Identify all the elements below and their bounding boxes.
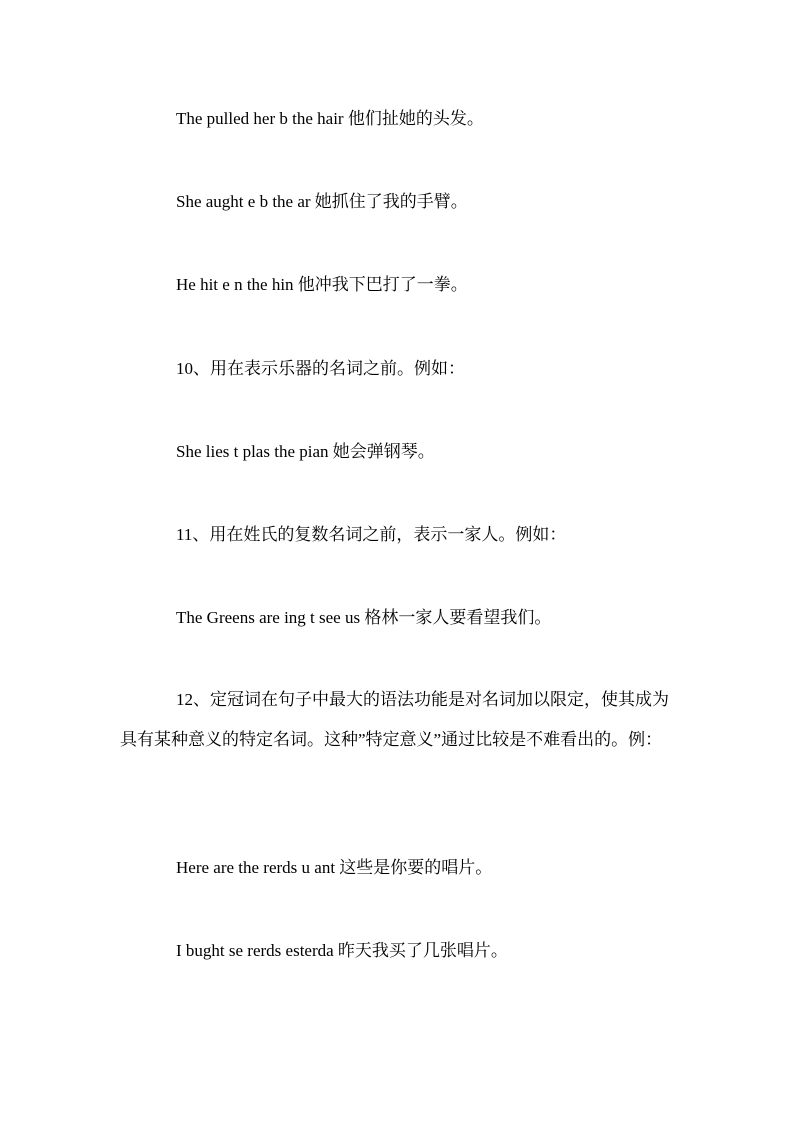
example-sentence-chin: He hit e n the hin 他冲我下巴打了一拳。 (176, 275, 468, 294)
rule-11-heading: 11、用在姓氏的复数名词之前，表示一家人。例如： (176, 525, 567, 544)
example-sentence-records-bought: I bught se rerds esterda 昨天我买了几张唱片。 (176, 941, 508, 960)
example-sentence-records-want: Here are the rerds u ant 这些是你要的唱片。 (176, 858, 493, 877)
example-sentence-greens: The Greens are ing t see us 格林一家人要看望我们。 (176, 608, 552, 627)
rule-10-heading: 10、用在表示乐器的名词之前。例如： (176, 359, 465, 378)
rule-12-paragraph: 12、定冠词在句子中最大的语法功能是对名词加以限定，使其成为具有某种意义的特定名词。这种”特定意义”通过比较是不难看出的。例： (120, 690, 669, 749)
example-sentence-piano: She lies t plas the pian 她会弹钢琴。 (176, 442, 435, 461)
example-sentence-arm: She aught e b the ar 她抓住了我的手臂。 (176, 192, 468, 211)
example-sentence-hair: The pulled her b the hair 他们扯她的头发。 (176, 109, 484, 128)
